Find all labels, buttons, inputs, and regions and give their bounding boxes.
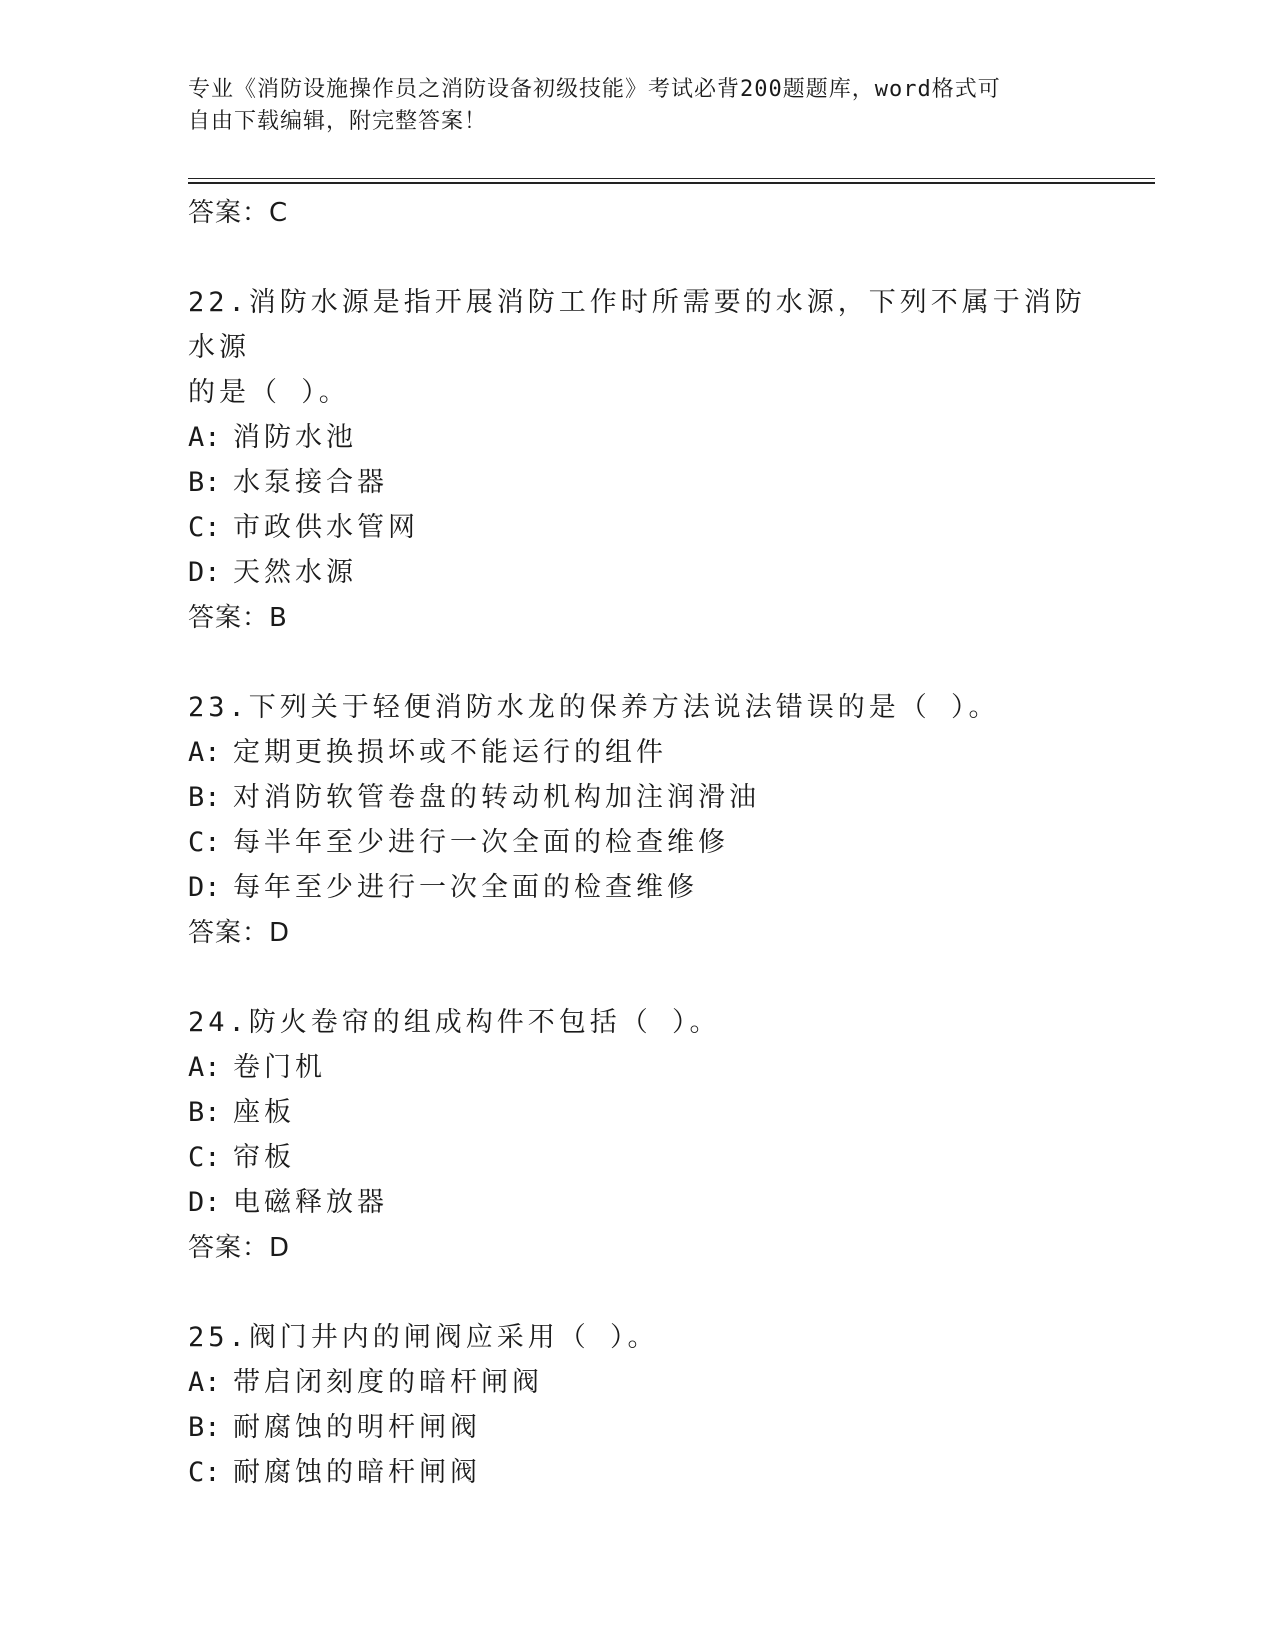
option-key: B: (188, 467, 221, 498)
option-b (188, 460, 1088, 505)
option-d (188, 865, 1088, 910)
header-line-1: 专业《消防设施操作员之消防设备初级技能》考试必背200题题库，word格式可 (188, 77, 1001, 102)
option-a (188, 1360, 1088, 1405)
option-text: 定期更换损坏或不能运行的组件 (233, 737, 667, 768)
option-c (188, 1450, 1088, 1495)
question-text: 22.消防水源是指开展消防工作时所需要的水源，下列不属于消防水源 (188, 287, 1086, 363)
question-block-22 (188, 280, 1088, 641)
option-key: D: (188, 557, 221, 588)
option-text: 天然水源 (233, 557, 357, 588)
option-text: 水泵接合器 (233, 467, 388, 498)
question-text-continued: 的是（ ）。 (188, 377, 350, 408)
answer-line: 答案：C (188, 198, 289, 228)
option-key: A: (188, 422, 221, 453)
option-a (188, 1045, 1088, 1090)
option-text: 每年至少进行一次全面的检查维修 (233, 872, 698, 903)
option-key: C: (188, 827, 221, 858)
option-text: 座板 (233, 1097, 295, 1128)
option-text: 耐腐蚀的暗杆闸阀 (233, 1457, 481, 1488)
option-text: 消防水池 (233, 422, 357, 453)
option-key: C: (188, 1457, 221, 1488)
question-text: 25.阀门井内的闸阀应采用（ ）。 (188, 1322, 659, 1353)
answer-line: 答案：D (188, 918, 291, 948)
option-text: 卷门机 (233, 1052, 326, 1083)
option-key: C: (188, 1142, 221, 1173)
option-key: B: (188, 1412, 221, 1443)
option-text: 电磁释放器 (233, 1187, 388, 1218)
option-key: D: (188, 872, 221, 903)
option-text: 每半年至少进行一次全面的检查维修 (233, 827, 729, 858)
option-b (188, 1405, 1088, 1450)
option-d (188, 1180, 1088, 1225)
option-a (188, 415, 1088, 460)
option-key: C: (188, 512, 221, 543)
header-line-2: 自由下载编辑，附完整答案！ (188, 109, 488, 134)
document-header (188, 74, 1068, 138)
question-text: 23.下列关于轻便消防水龙的保养方法说法错误的是（ ）。 (188, 692, 1000, 723)
header-divider-thick (188, 182, 1155, 184)
option-c (188, 505, 1088, 550)
option-c (188, 1135, 1088, 1180)
option-b (188, 1090, 1088, 1135)
option-b (188, 775, 1088, 820)
option-key: A: (188, 737, 221, 768)
answer-line: 答案：B (188, 603, 288, 633)
option-key: B: (188, 782, 221, 813)
option-a (188, 730, 1088, 775)
option-text: 耐腐蚀的明杆闸阀 (233, 1412, 481, 1443)
answer-line: 答案：D (188, 1233, 291, 1263)
option-key: A: (188, 1052, 221, 1083)
header-divider-thin (188, 178, 1155, 179)
option-c (188, 820, 1088, 865)
question-block-24 (188, 1000, 1088, 1271)
option-text: 带启闭刻度的暗杆闸阀 (233, 1367, 543, 1398)
option-d (188, 550, 1088, 595)
option-key: D: (188, 1187, 221, 1218)
option-text: 市政供水管网 (233, 512, 419, 543)
question-block-25 (188, 1315, 1088, 1495)
question-text: 24.防火卷帘的组成构件不包括（ ）。 (188, 1007, 721, 1038)
option-key: A: (188, 1367, 221, 1398)
option-text: 对消防软管卷盘的转动机构加注润滑油 (233, 782, 760, 813)
option-key: B: (188, 1097, 221, 1128)
question-block-23 (188, 685, 1088, 956)
document-body (188, 190, 1088, 1495)
option-text: 帘板 (233, 1142, 295, 1173)
